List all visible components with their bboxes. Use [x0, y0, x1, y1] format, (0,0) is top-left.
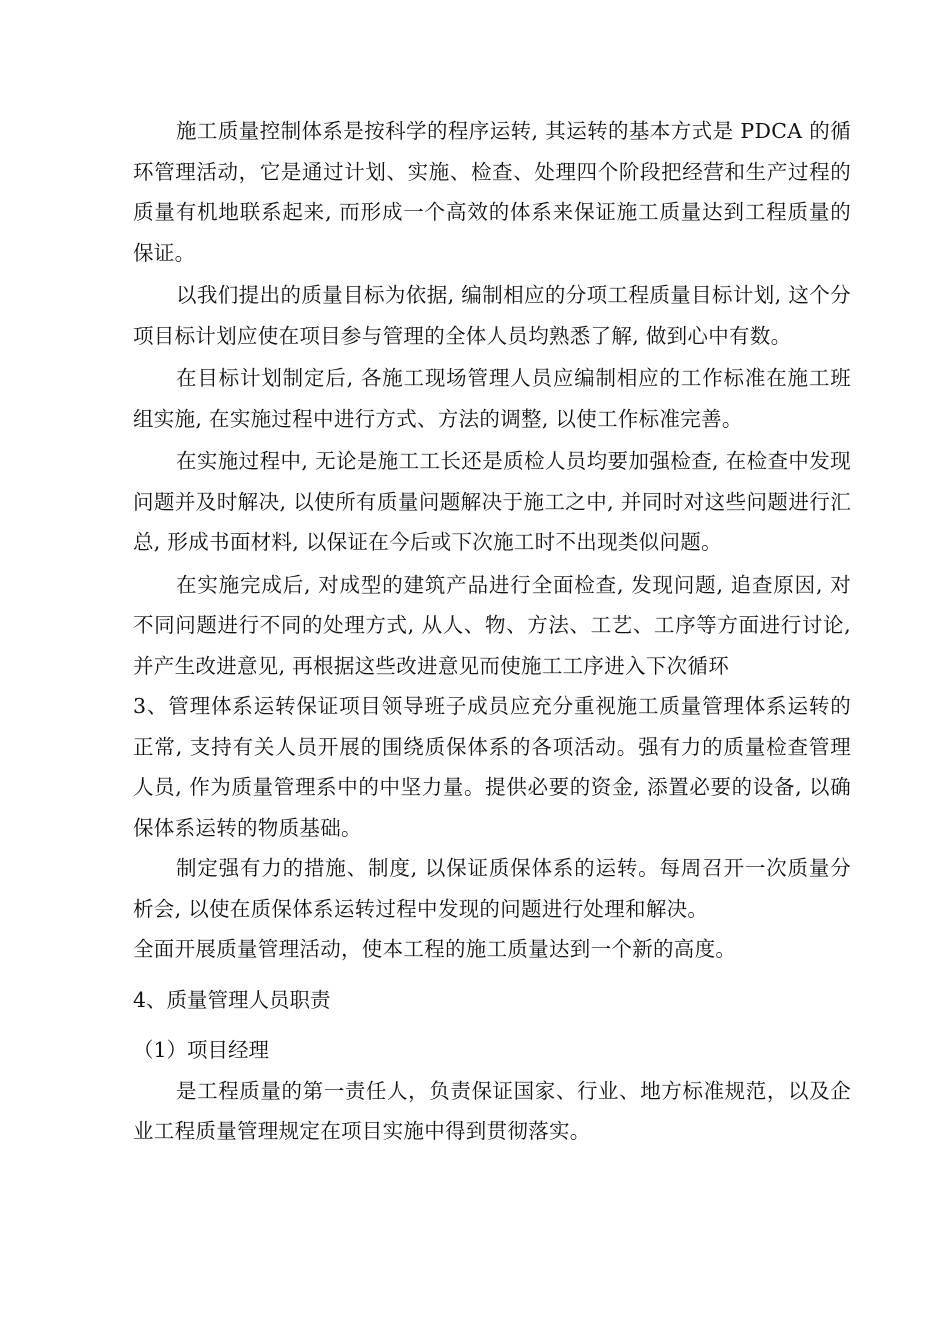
subsection-heading: （1）项目经理 — [133, 1038, 270, 1062]
paragraph-post-completion-check: 在实施完成后, 对成型的建筑产品进行全面检查, 发现问题, 追查原因, 对不同问题进行不同的处理方式, 从人、物、方法、工艺、工序等方面进行讨论, 并产生改进意见, 再根据这些改进意见而使施工工序进入下次循环 — [133, 572, 851, 678]
paragraph-project-manager: 是工程质量的第一责任人，负责保证国家、行业、地方标准规范，以及企业工程质量管理规定在项目实施中得到贯彻落实。 — [133, 1078, 851, 1143]
paragraph-pdca-cycle: 施工质量控制体系是按科学的程序运转, 其运转的基本方式是 PDCA 的循环管理活动，它是通过计划、实施、检查、处理四个阶段把经营和生产过程的质量有机地联系起来, 而形成一个高效的体系来保证施工质量达到工程质量的保证。 — [133, 119, 851, 265]
paragraph-quality-targets: 以我们提出的质量目标为依据, 编制相应的分项工程质量目标计划, 这个分项目标计划应使在项目参与管理的全体人员均熟悉了解, 做到心中有数。 — [133, 283, 851, 348]
section-heading: 4、质量管理人员职责 — [133, 987, 331, 1012]
paragraph-inspection: 在实施过程中, 无论是施工工长还是质检人员均要加强检查, 在检查中发现问题并及时解决, 以使所有质量问题解决于施工之中, 并同时对这些问题进行汇总, 形成书面材料, 以保证在今后或下次施工时不出现类似问题。 — [133, 449, 851, 554]
paragraph-quality-activities: 全面开展质量管理活动，使本工程的施工质量达到一个新的高度。 — [133, 937, 737, 961]
document-body — [133, 111, 851, 1152]
paragraph-work-standards: 在目标计划制定后, 各施工现场管理人员应编制相应的工作标准在施工班组实施, 在实施过程中进行方式、方法的调整, 以使工作标准完善。 — [133, 366, 851, 431]
paragraph-system-operation: 3、管理体系运转保证项目领导班子成员应充分重视施工质量管理体系运转的正常, 支持有关人员开展的围绕质保体系的各项活动。强有力的质量检查管理人员, 作为质量管理系中的中坚力量。提供必要的资金, 添置必要的设备, 以确保体系运转的物质基础。 — [133, 694, 851, 840]
paragraph-measures: 制定强有力的措施、制度, 以保证质保体系的运转。每周召开一次质量分析会, 以使在质保体系运转过程中发现的问题进行处理和解决。 — [133, 856, 851, 921]
